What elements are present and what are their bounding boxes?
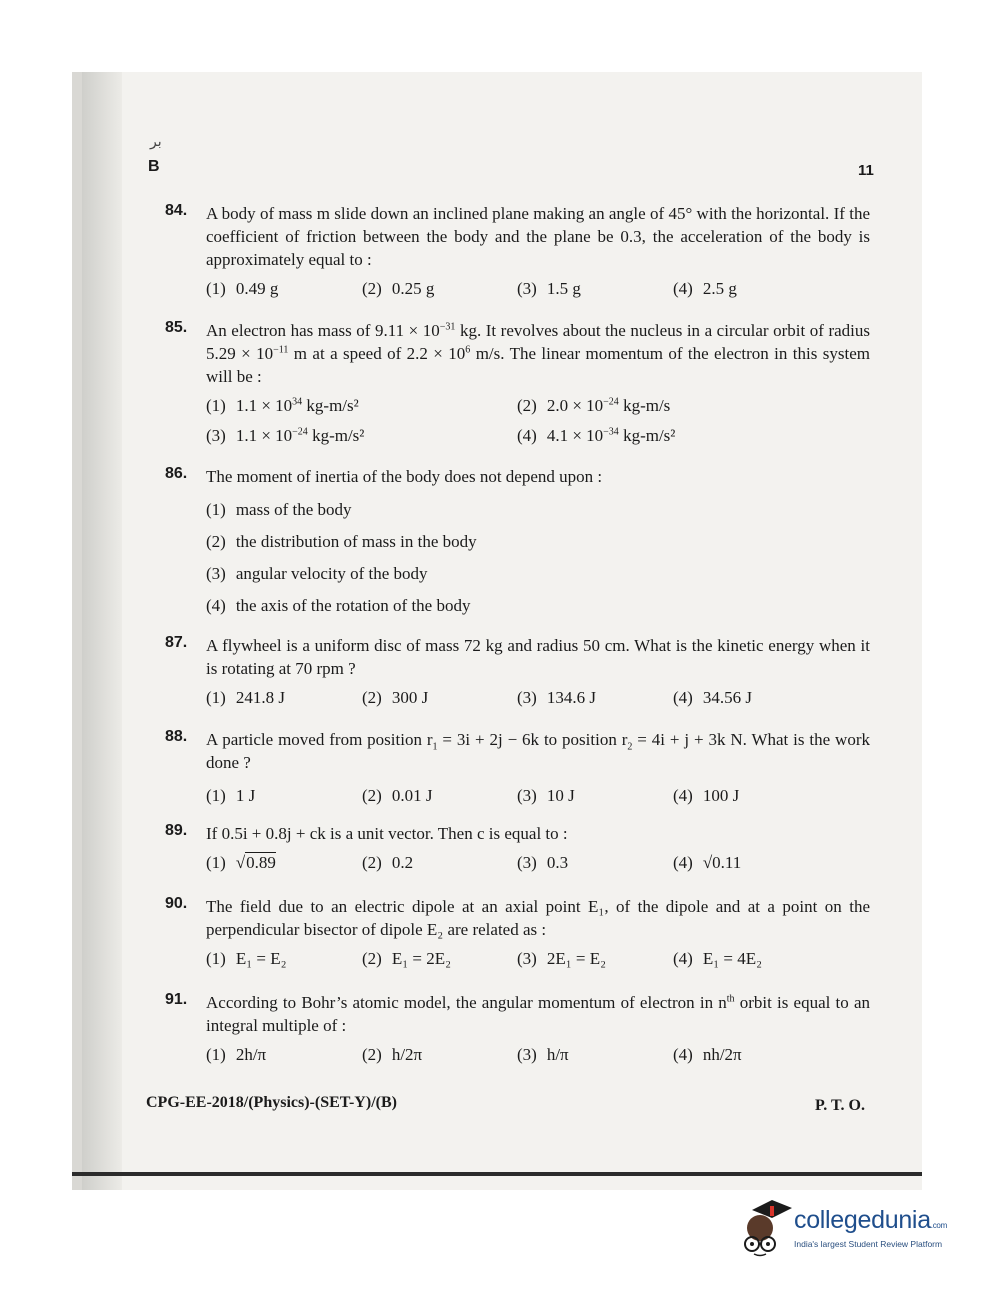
option-1: (1) 2h/π (206, 1045, 267, 1064)
option-3: (3) 1.5 g (517, 279, 581, 298)
option-2: (2) E₁ = 2E₂ (362, 949, 452, 968)
brand-tagline: India's largest Student Review Platform (794, 1239, 943, 1249)
option-2: (2) 0.25 g (362, 279, 435, 298)
question-text: The field due to an electric dipole at an axial point E₁, of the dipole and at a point on the perpendicular bisector of dipole E₂ are related as : (206, 897, 870, 939)
question-87 (165, 634, 870, 716)
question-86 (165, 465, 870, 622)
option-1: (1) E₁ = E₂ (206, 949, 287, 968)
option-1: (1) 0.49 g (206, 279, 279, 298)
question-number: 86. (165, 465, 188, 482)
option-2: (2) h/2π (362, 1045, 423, 1064)
option-2: (2) the distribution of mass in the body (206, 532, 477, 551)
option-3: (3) 0.3 (517, 853, 569, 872)
question-text: A particle moved from position $r_1 = 3i + 2j - 6k$ to position $r_2 = 4i + j + 3k$ N. What is the work done ? (206, 730, 870, 772)
options-row (165, 688, 870, 716)
option-1: (1) √0.89 (206, 853, 276, 872)
option-4: (4) $4.1 \times 10^{-34}$ kg-m/s² (517, 426, 676, 445)
mascot-icon (738, 1196, 794, 1258)
options-row (165, 279, 870, 307)
option-4: (4) 100 J (673, 786, 740, 805)
option-2: (2) $2.0 \times 10^{-24}$ kg-m/s (517, 396, 671, 415)
binding-shadow (82, 72, 122, 1190)
question-text: The moment of inertia of the body does not depend upon : (206, 467, 603, 486)
option-3: (3) $1.1 \times 10^{-24}$ kg-m/s² (206, 426, 365, 445)
pto-label: P. T. O. (815, 1097, 865, 1114)
option-4: (4) √0.11 (673, 853, 742, 872)
question-number: 84. (165, 202, 188, 219)
question-90 (165, 895, 870, 977)
option-3: (3) angular velocity of the body (206, 564, 428, 583)
question-number: 85. (165, 319, 188, 336)
page-edge-rule (72, 1172, 922, 1176)
option-3: (3) 2E₁ = E₂ (517, 949, 607, 968)
set-letter: B (148, 158, 160, 175)
question-text: An electron has mass of $9.11 \times 10^{-31}$ kg. It revolves about the nucleus in a circular orbit of radius $5.29 \times 10^{-11}$ m at a speed of $2.2 \times 10^6$ m/s. The linear momentum of the electron in this system will be : (206, 321, 870, 386)
question-number: 90. (165, 895, 188, 912)
options-list (165, 494, 870, 622)
question-number: 91. (165, 991, 188, 1008)
options-grid (165, 396, 870, 456)
page-number: 11 (858, 162, 874, 179)
option-4: (4) the axis of the rotation of the body (206, 596, 471, 615)
paper-code: CPG-EE-2018/(Physics)-(SET-Y)/(B) (146, 1094, 397, 1111)
options-row (165, 853, 870, 881)
option-1: (1) $1.1 \times 10^{34}$ kg-m/s² (206, 396, 359, 415)
brand-wordmark: collegedunia.com (794, 1206, 947, 1234)
option-2: (2) 0.01 J (362, 786, 433, 805)
handwritten-mark: بر (150, 135, 162, 150)
option-4: (4) 34.56 J (673, 688, 752, 707)
option-4: (4) nh/2π (673, 1045, 742, 1064)
option-1: (1) 1 J (206, 786, 256, 805)
options-row (165, 1045, 870, 1073)
option-3: (3) h/π (517, 1045, 569, 1064)
question-number: 88. (165, 728, 188, 745)
options-row (165, 949, 870, 977)
question-text: A body of mass m slide down an inclined plane making an angle of 45° with the horizontal. If the coefficient of friction between the body and the plane be 0.3, the acceleration of the body is approximately equal to : (206, 204, 870, 269)
question-84 (165, 202, 870, 307)
option-1: (1) 241.8 J (206, 688, 285, 707)
question-88 (165, 728, 870, 814)
question-text: A flywheel is a uniform disc of mass 72 kg and radius 50 cm. What is the kinetic energy when it is rotating at 70 rpm ? (206, 636, 870, 678)
option-3: (3) 10 J (517, 786, 575, 805)
question-89 (165, 822, 870, 881)
question-85 (165, 319, 870, 456)
question-number: 89. (165, 822, 188, 839)
question-number: 87. (165, 634, 188, 651)
collegedunia-logo (738, 1196, 960, 1258)
option-4: (4) 2.5 g (673, 279, 737, 298)
question-text: According to Bohr’s atomic model, the angular momentum of electron in $n^{th}$ orbit is equal to an integral multiple of : (206, 993, 870, 1035)
option-1: (1) mass of the body (206, 500, 352, 519)
question-91 (165, 991, 870, 1073)
option-4: (4) E₁ = 4E₂ (673, 949, 763, 968)
option-2: (2) 300 J (362, 688, 429, 707)
option-2: (2) 0.2 (362, 853, 414, 872)
question-text: If 0.5i + 0.8j + ck is a unit vector. Then c is equal to : (206, 824, 568, 843)
option-3: (3) 134.6 J (517, 688, 596, 707)
options-row (165, 786, 870, 814)
